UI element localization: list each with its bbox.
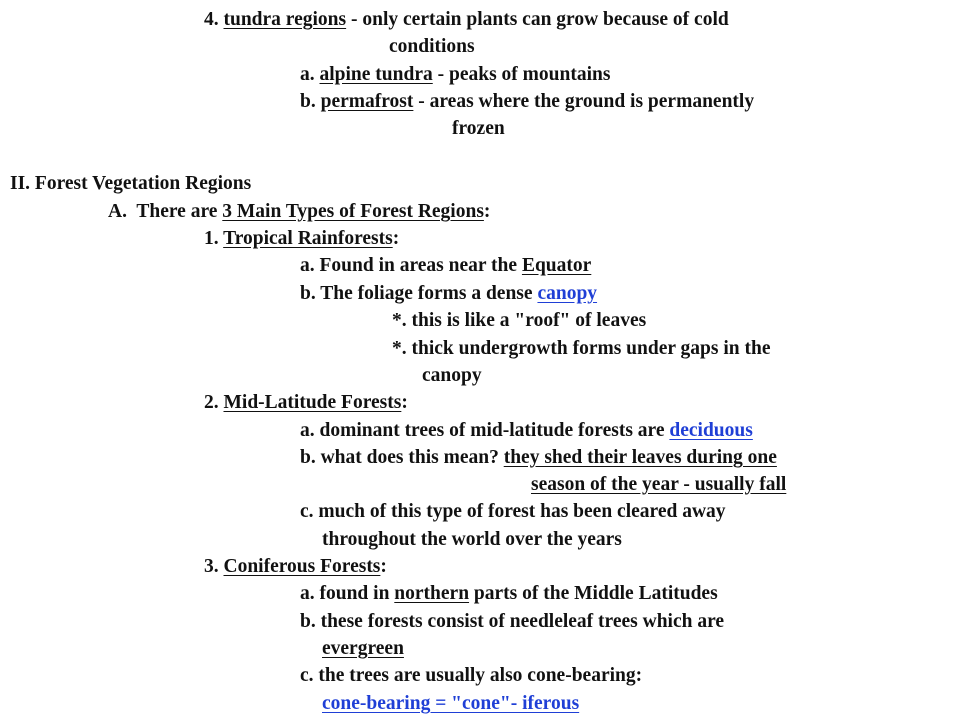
term-coniferous-forests: Coniferous Forests (223, 556, 381, 577)
continuation-line: conditions (389, 36, 475, 57)
tropical-a-line (300, 252, 591, 279)
item-number: 3. (204, 556, 224, 577)
sub-prefix: a. (300, 64, 320, 85)
line-text: a. dominant trees of mid-latitude forests are (300, 420, 670, 441)
line-text: - only certain plants can grow because of cold (346, 9, 729, 30)
line-text: - areas where the ground is permanently (413, 91, 755, 112)
term-equator: Equator (521, 255, 592, 276)
link-cone-bearing[interactable]: cone-bearing = "cone"- iferous (322, 693, 580, 714)
item-number: 2. (204, 392, 224, 413)
link-deciduous[interactable]: deciduous (669, 420, 753, 441)
midlat-b-line (300, 444, 777, 471)
bullet-line: *. this is like a "roof" of leaves (392, 310, 647, 331)
line-text: b. what does this mean? (300, 447, 504, 468)
alpine-tundra-line (300, 61, 610, 88)
line-text: A. There are (108, 201, 223, 222)
tropical-b-line (300, 280, 597, 307)
coniferous-c-line: c. the trees are usually also cone-bearing: (300, 665, 643, 686)
coniferous-a-line (300, 580, 718, 607)
sub-prefix: b. (300, 91, 321, 112)
term-northern: northern (394, 583, 470, 604)
midlat-heading (204, 389, 408, 416)
item-number: 4. (204, 9, 224, 30)
line-text: a. Found in areas near the (300, 255, 522, 276)
line-text: a. found in (300, 583, 395, 604)
line-text: b. The foliage forms a dense (300, 283, 538, 304)
term-evergreen: evergreen (322, 638, 404, 659)
section-heading: II. Forest Vegetation Regions (10, 173, 252, 194)
term-permafrost: permafrost (320, 91, 414, 112)
term-alpine-tundra: alpine tundra (319, 64, 433, 85)
continuation-line: canopy (422, 365, 482, 386)
continuation-line: season of the year - usually fall (531, 474, 787, 495)
term-shed-leaves: they shed their leaves during one (503, 447, 777, 468)
tropical-heading (204, 225, 399, 252)
line-text: parts of the Middle Latitudes (469, 583, 718, 604)
midlat-a-line (300, 417, 753, 444)
term-tropical-rainforests: Tropical Rainforests (223, 228, 393, 249)
line-text: - peaks of mountains (432, 64, 611, 85)
line-text: : (483, 201, 491, 222)
coniferous-heading (204, 553, 387, 580)
item-number: 1. (204, 228, 224, 249)
term-3-main-types: 3 Main Types of Forest Regions (222, 201, 484, 222)
line-text: : (401, 392, 408, 413)
continuation-line: frozen (452, 118, 505, 139)
coniferous-b-line: b. these forests consist of needleleaf trees which are (300, 611, 725, 632)
midlat-c-line: c. much of this type of forest has been cleared away (300, 501, 726, 522)
line-text: : (380, 556, 387, 577)
term-tundra-regions: tundra regions (223, 9, 347, 30)
line-text: : (392, 228, 400, 249)
tundra-line (204, 6, 729, 33)
permafrost-line (300, 88, 754, 115)
term-mid-latitude-forests: Mid-Latitude Forests (223, 392, 402, 413)
continuation-line: throughout the world over the years (322, 529, 622, 550)
link-canopy[interactable]: canopy (537, 283, 598, 304)
subsection-a-line (108, 198, 490, 225)
bullet-line: *. thick undergrowth forms under gaps in the (392, 338, 771, 359)
